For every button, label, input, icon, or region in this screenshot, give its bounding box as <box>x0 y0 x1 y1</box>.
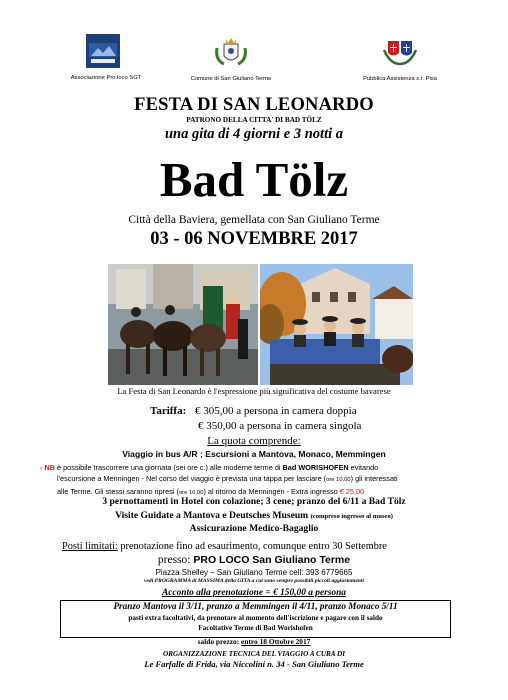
city-name: Bad Tölz <box>159 152 349 207</box>
meals-optional-1: pasti extra facoltativi, da prenotare al momento dell'iscrizione e pagare con il saldo <box>128 614 383 622</box>
include-travel: Viaggio in bus A/R ; Escursioni a Mantova, Monaco, Memmingen <box>122 449 386 459</box>
booking-place <box>0 554 508 566</box>
tariff-label: Tariffa: <box>150 405 187 417</box>
include-visits-note: (compreso ingresso al museo) <box>310 513 393 520</box>
booking-at-label: presso: <box>157 554 194 566</box>
event-subtitle: PATRONO DELLA CITTA' DI BAD TÖLZ <box>186 116 322 124</box>
include-visits-text: Visite Guidate a Mantova e Deutsches Museum <box>115 510 309 521</box>
limited-label: Posti limitati: <box>62 541 118 552</box>
booking-address: Piazza Shelley – San Giuliano Terme cell: 393 6779665 <box>155 568 353 577</box>
pubblica-assistenza-logo <box>380 36 420 68</box>
deposit-line: Acconto alla prenotazione = € 150,00 a persona <box>162 588 346 598</box>
tariff-single: € 350,00 a persona in camera singola <box>198 420 362 432</box>
city-description: Città della Baviera, gemellata con San Giuliano Terme <box>128 214 380 226</box>
include-visits <box>0 510 508 521</box>
nb-text: evitando <box>348 463 379 472</box>
comune-crest-logo <box>214 36 248 68</box>
nb-text: è possibile trascorrere una giornata (sei ore c.) alle moderne terme di <box>55 463 283 472</box>
booking-deadline <box>62 541 387 552</box>
nb-note <box>40 462 480 499</box>
balance-date: entro 18 Ottobre 2017 <box>241 637 311 646</box>
photo-horse-parade <box>108 264 258 385</box>
meals-box <box>60 600 451 638</box>
program-note: vedi PROGRAMMA di MASSIMA della GITA a cui sono sempre possibili piccoli aggiustamenti <box>143 578 365 584</box>
includes-title: La quota comprende: <box>207 435 301 447</box>
logo-prologo <box>62 34 150 84</box>
nb-text: ) al ritorno da Menningen - Extra ingresso <box>203 487 340 496</box>
prologo-sgt-logo <box>86 34 120 68</box>
meals-lunches: Pranzo Mantova il 3/11, pranzo a Memmingen il 4/11, pranzo Monaco 5/11 <box>113 601 398 611</box>
trip-length: una gita di 4 giorni e 3 notti a <box>164 126 344 142</box>
nb-extra-price: € 25,00 <box>339 487 365 496</box>
logo-comune <box>176 36 286 84</box>
balance-line <box>0 637 508 646</box>
logo-label: Comune di San Giuliano Terme <box>190 76 272 82</box>
limited-text: prenotazione fino ad esaurimento, comunque entro 30 Settembre <box>117 541 387 552</box>
nb-time: ore 10,00 <box>326 477 351 483</box>
nb-line-1 <box>40 462 480 473</box>
booking-at-name: PRO LOCO San Giuliano Terme <box>193 554 351 566</box>
trip-dates: 03 - 06 NOVEMBRE 2017 <box>150 229 358 249</box>
include-hotel: 3 pernottamenti in Hotel con colazione; 3 cene; pranzo del 6/11 a Bad Tölz <box>102 496 406 507</box>
meals-optional-2: Facoltative Terme di Bad Worishofen <box>198 624 313 632</box>
nb-line-2 <box>40 473 480 486</box>
tariff-double <box>150 405 357 417</box>
footer-org: ORGANIZZAZIONE TECNICA DEL VIAGGIO A CURA DI <box>163 650 345 658</box>
tariff-double-price: € 305,00 a persona in camera doppia <box>195 405 357 417</box>
nb-text: l'escursione a Menningen - Nel corso del viaggio è prevista una tappa per lasciare ( <box>57 474 327 483</box>
nb-text: alle Terme. Gli stessi saranno ripresi ( <box>57 487 179 496</box>
logo-label: Associazione Pro loco SGT <box>70 75 142 81</box>
nb-time: ore 16,00 <box>178 490 204 496</box>
logo-label: Pubblica Assistenza s.r. Pisa <box>363 76 437 82</box>
logo-pubblica-assistenza <box>350 36 450 84</box>
photo-caption: La Festa di San Leonardo è l'espressione più significativa del costume bavarese <box>117 386 391 396</box>
nb-prefix: - NB <box>40 463 55 472</box>
balance-label: saldo prezzo: <box>197 637 240 646</box>
photo-costume-wagon <box>260 264 413 385</box>
nb-text: ) gli interessati <box>350 474 398 483</box>
event-title: FESTA DI SAN LEONARDO <box>134 95 374 115</box>
footer-agency: Le Farfalle di Frida, via Niccolini n. 34 - San Giuliano Terme <box>144 659 364 669</box>
include-insurance: Assicurazione Medico-Bagaglio <box>189 523 319 534</box>
nb-text-bold: Bad WORISHOFEN <box>282 463 349 472</box>
